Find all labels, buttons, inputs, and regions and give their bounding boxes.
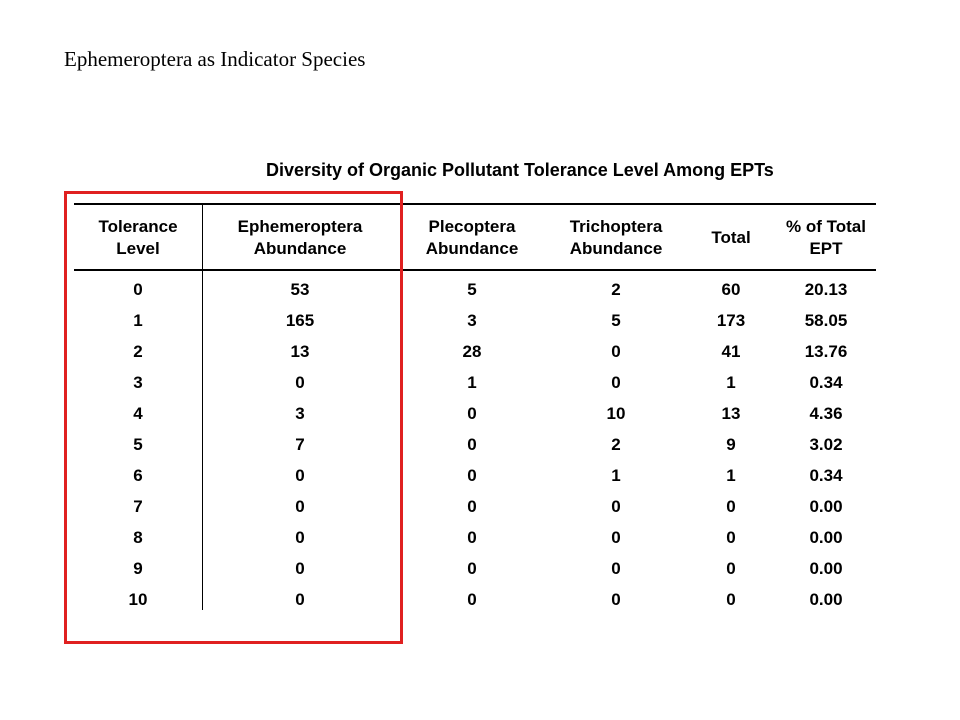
cell-tolerance-level: 1 (133, 311, 143, 330)
cell-trichoptera-abundance: 2 (611, 435, 621, 454)
cell-trichoptera-abundance: 1 (611, 466, 621, 485)
cell-tolerance-level: 3 (133, 373, 143, 392)
cell-plecoptera-abundance: 0 (467, 404, 477, 423)
cell-plecoptera-abundance: 0 (467, 528, 477, 547)
cell-trichoptera-abundance: 0 (611, 373, 621, 392)
cell-percent-of-total-ept: 0.00 (809, 528, 843, 547)
cell-percent-of-total-ept: 13.76 (804, 342, 848, 361)
cell-tolerance-level: 5 (133, 435, 143, 454)
cell-plecoptera-abundance: 1 (467, 373, 477, 392)
cell-ephemeroptera-abundance: 53 (290, 280, 310, 299)
cell-tolerance-level: 10 (128, 590, 148, 609)
cell-tolerance-level: 9 (133, 559, 143, 578)
cell-percent-of-total-ept: 0.00 (809, 559, 843, 578)
header-total: Total (711, 228, 751, 247)
cell-ephemeroptera-abundance: 165 (285, 311, 315, 330)
slide-title: Ephemeroptera as Indicator Species (64, 47, 366, 71)
table-top-rule (74, 203, 876, 205)
cell-tolerance-level: 6 (133, 466, 143, 485)
cell-trichoptera-abundance: 0 (611, 528, 621, 547)
cell-trichoptera-abundance: 2 (611, 280, 621, 299)
cell-plecoptera-abundance: 0 (467, 466, 477, 485)
cell-plecoptera-abundance: 0 (467, 590, 477, 609)
cell-tolerance-level: 4 (133, 404, 143, 423)
cell-trichoptera-abundance: 0 (611, 559, 621, 578)
cell-percent-of-total-ept: 0.00 (809, 590, 843, 609)
cell-tolerance-level: 0 (133, 280, 143, 299)
table-column-divider (202, 204, 203, 610)
cell-total: 173 (716, 311, 746, 330)
cell-percent-of-total-ept: 0.00 (809, 497, 843, 516)
cell-ephemeroptera-abundance: 0 (295, 373, 305, 392)
cell-total: 13 (721, 404, 741, 423)
header-percent-of-total-ept: % of Total EPT (786, 217, 866, 258)
cell-percent-of-total-ept: 0.34 (809, 466, 843, 485)
cell-total: 0 (726, 528, 736, 547)
cell-ephemeroptera-abundance: 0 (295, 466, 305, 485)
cell-tolerance-level: 2 (133, 342, 143, 361)
cell-ephemeroptera-abundance: 3 (295, 404, 305, 423)
cell-ephemeroptera-abundance: 0 (295, 497, 305, 516)
cell-ephemeroptera-abundance: 13 (290, 342, 310, 361)
cell-ephemeroptera-abundance: 7 (295, 435, 305, 454)
table-title: Diversity of Organic Pollutant Tolerance Level Among EPTs (266, 160, 774, 180)
cell-trichoptera-abundance: 5 (611, 311, 621, 330)
cell-percent-of-total-ept: 20.13 (804, 280, 848, 299)
cell-ephemeroptera-abundance: 0 (295, 528, 305, 547)
table-header-rule (74, 269, 876, 271)
cell-total: 41 (721, 342, 741, 361)
cell-percent-of-total-ept: 4.36 (809, 404, 843, 423)
cell-trichoptera-abundance: 0 (611, 590, 621, 609)
cell-percent-of-total-ept: 3.02 (809, 435, 843, 454)
cell-total: 9 (726, 435, 736, 454)
cell-total: 0 (726, 590, 736, 609)
header-ephemeroptera-abundance: Ephemeroptera Abundance (237, 217, 363, 258)
cell-percent-of-total-ept: 58.05 (804, 311, 848, 330)
cell-percent-of-total-ept: 0.34 (809, 373, 843, 392)
cell-plecoptera-abundance: 0 (467, 435, 477, 454)
header-trichoptera-abundance: Trichoptera Abundance (569, 217, 663, 258)
cell-trichoptera-abundance: 0 (611, 497, 621, 516)
cell-plecoptera-abundance: 0 (467, 559, 477, 578)
cell-plecoptera-abundance: 0 (467, 497, 477, 516)
cell-ephemeroptera-abundance: 0 (295, 590, 305, 609)
cell-tolerance-level: 8 (133, 528, 143, 547)
cell-total: 1 (726, 466, 736, 485)
header-tolerance-level: Tolerance Level (98, 217, 178, 258)
cell-plecoptera-abundance: 28 (462, 342, 482, 361)
cell-ephemeroptera-abundance: 0 (295, 559, 305, 578)
cell-plecoptera-abundance: 5 (467, 280, 477, 299)
cell-trichoptera-abundance: 10 (606, 404, 626, 423)
cell-total: 0 (726, 497, 736, 516)
cell-total: 0 (726, 559, 736, 578)
cell-tolerance-level: 7 (133, 497, 143, 516)
cell-total: 60 (721, 280, 741, 299)
header-plecoptera-abundance: Plecoptera Abundance (425, 217, 519, 258)
cell-trichoptera-abundance: 0 (611, 342, 621, 361)
cell-plecoptera-abundance: 3 (467, 311, 477, 330)
cell-total: 1 (726, 373, 736, 392)
